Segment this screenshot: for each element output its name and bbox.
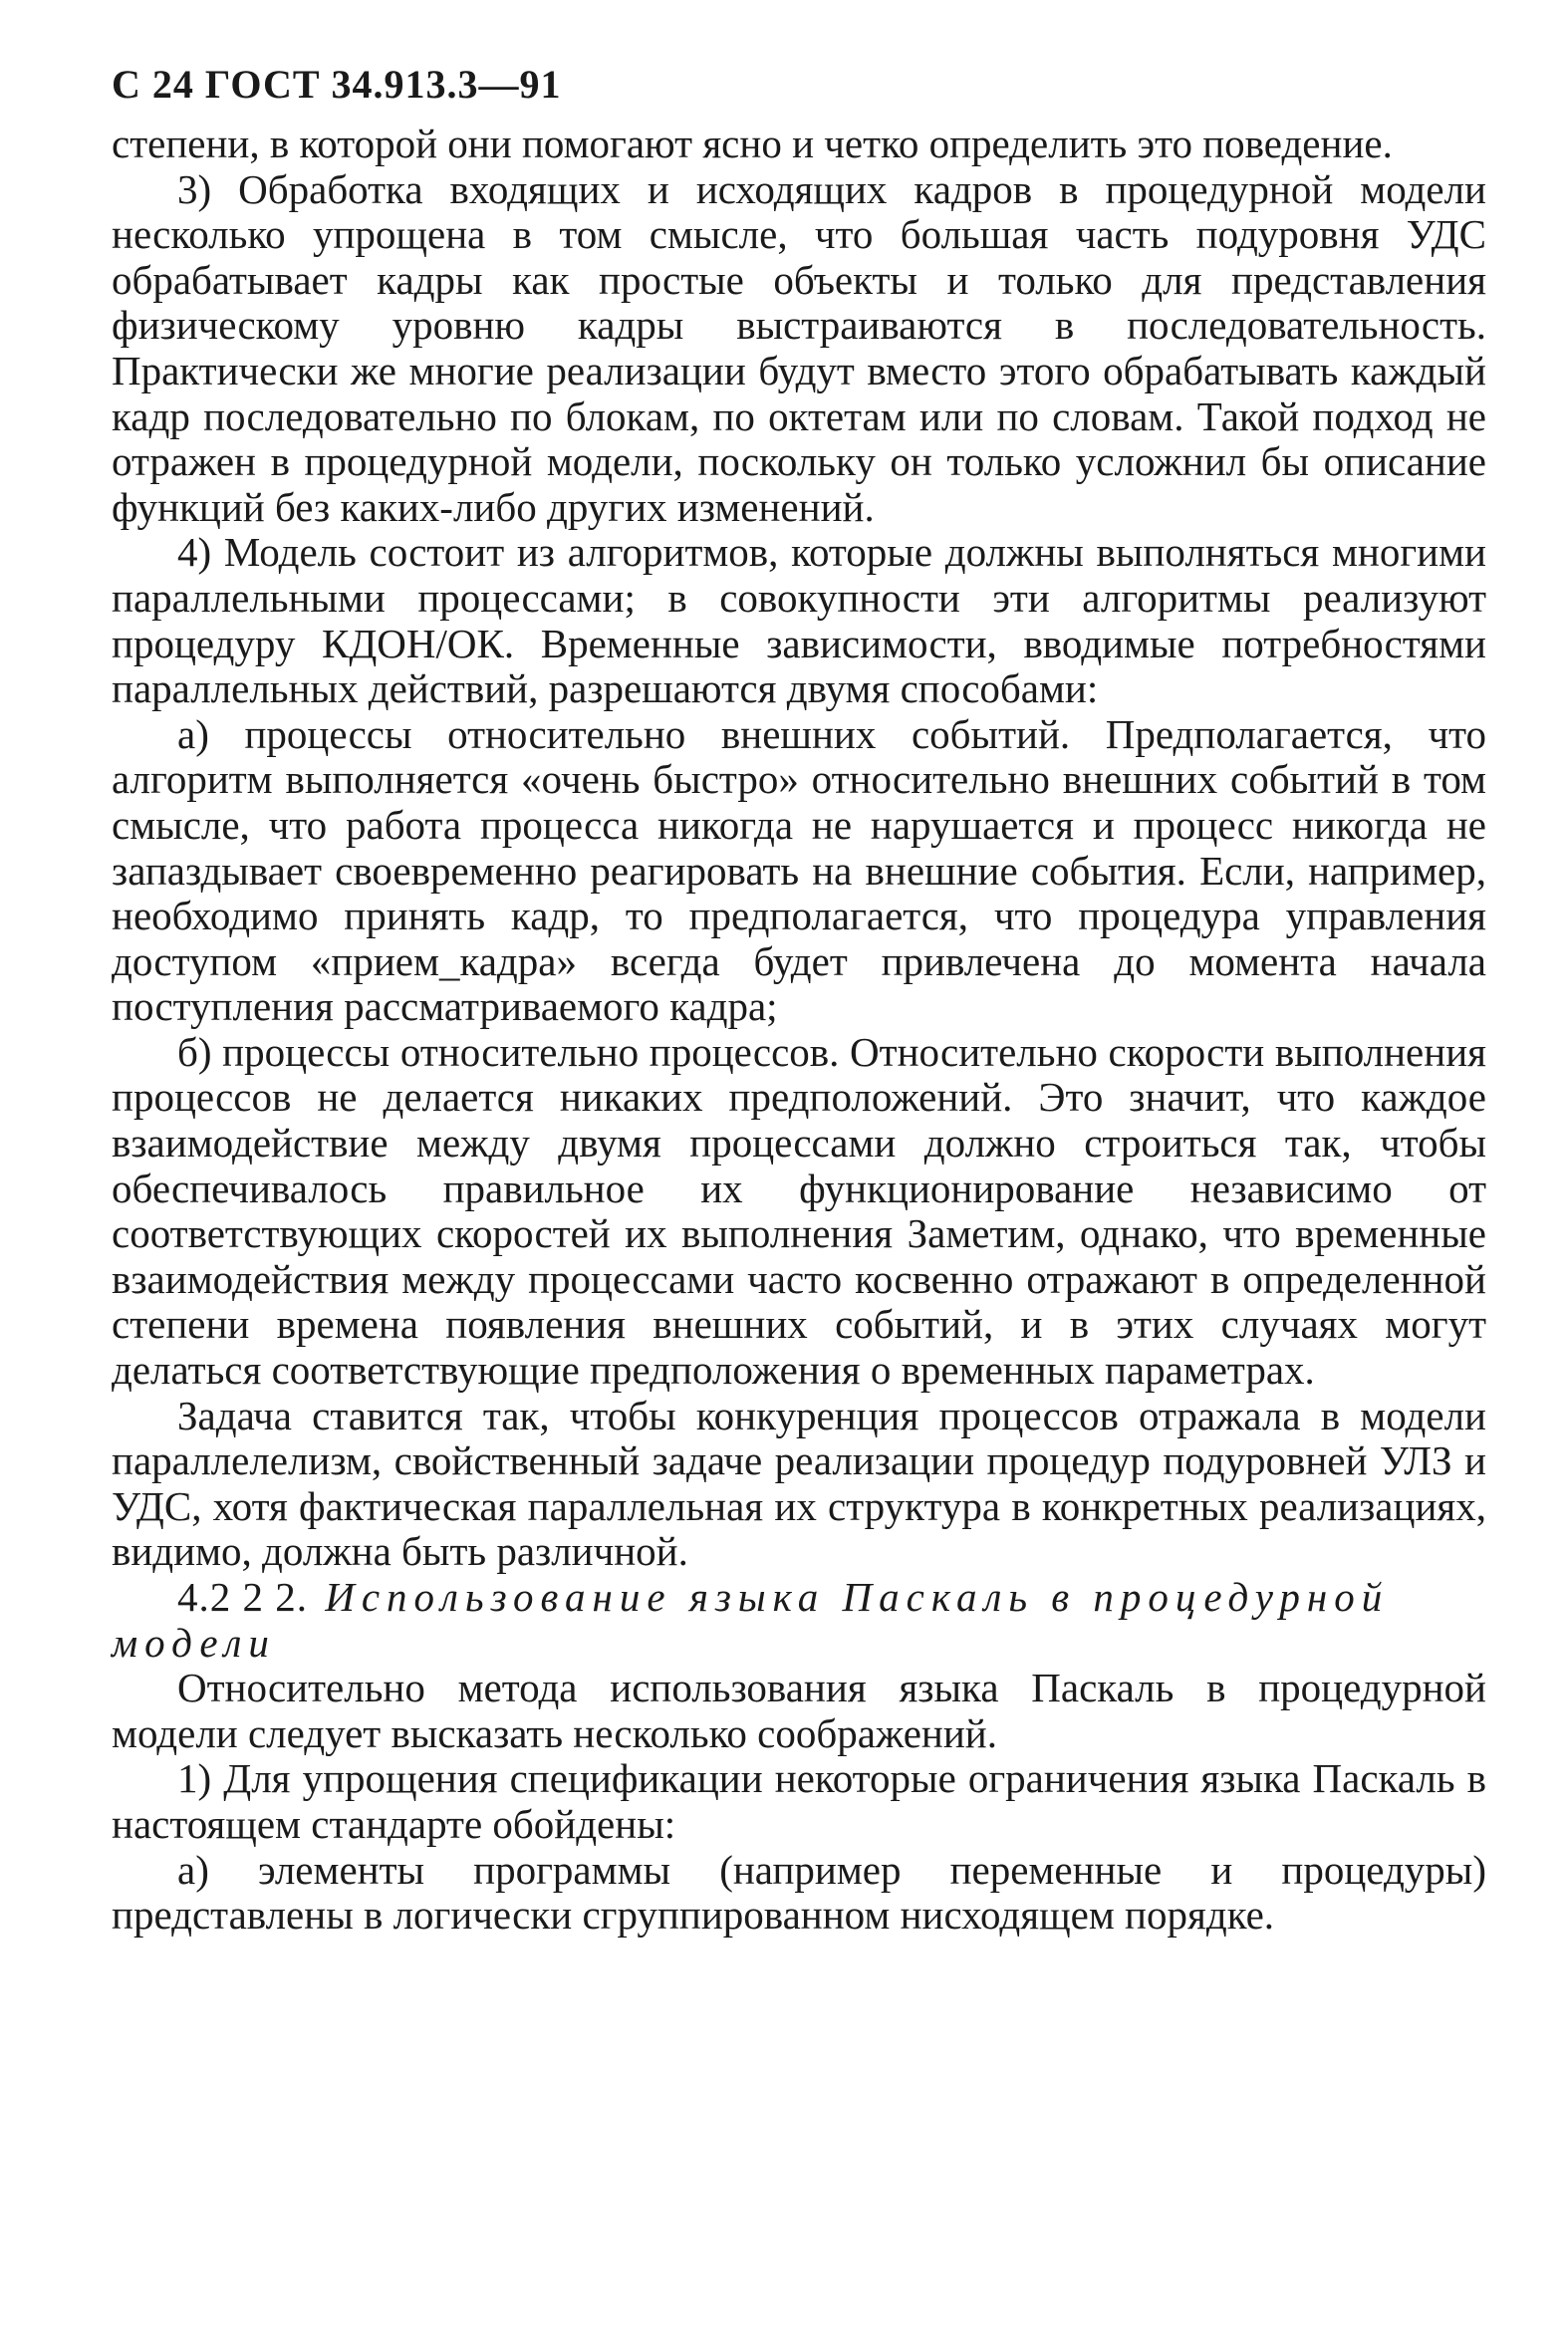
paragraph-task: Задача ставится так, чтобы конкуренция процессов отражала в модели параллелелизм, свойственный задаче реализации процедур подуровней УЛЗ и УДС, хотя фактическая параллельная их структура в конкретных реализациях, видимо, должна быть различной. <box>112 1392 1486 1575</box>
section-number: 4.2 2 2. <box>177 1574 308 1620</box>
paragraph-pascal-item-1: 1) Для упрощения спецификации некоторые ограничения языка Паскаль в настоящем стандарте обойдены: <box>112 1755 1486 1847</box>
paragraph-pascal-item-1a: а) элементы программы (например переменные и процедуры) представлены в логически сгруппированном нисходящем порядке. <box>112 1846 1486 1939</box>
page-header: С 24 ГОСТ 34.913.3—91 <box>112 62 562 107</box>
paragraph-item-4b: б) процессы относительно процессов. Относительно скорости выполнения процессов не делается никаких предположений. Это значит, что каждое взаимодействие между двумя процессами должно строиться так, чтобы обеспечивалось правильное их функционирование независимо от соответствующих скоростей их выполнения Заметим, однако, что временные взаимодействия между процессами часто косвенно отражают в определенной степени времена появления внешних событий, и в этих случаях могут делаться соответствующие предположения о временных параметрах. <box>112 1028 1486 1394</box>
section-heading <box>112 1575 1486 1666</box>
paragraph-continuation: степени, в которой они помогают ясно и четко определить это поведение. <box>112 121 1393 166</box>
paragraph-item-4: 4) Модель состоит из алгоритмов, которые должны выполняться многими параллельными процессами; в совокупности эти алгоритмы реализуют процедуру КДОН/ОК. Временные зависимости, вводимые потребностями параллельных действий, разрешаются двумя способами: <box>112 529 1486 712</box>
paragraph-item-4a: а) процессы относительно внешних событий. Предполагается, что алгоритм выполняется «очень быстро» относительно внешних событий в том смысле, что работа процесса никогда не нарушается и процесс никогда не запаздывает своевременно реагировать на внешние события. Если, например, необходимо принять кадр, то предполагается, что процедура управления доступом «прием_кадра» всегда будет привлечена до момента начала поступления рассматриваемого кадра; <box>112 710 1486 1030</box>
section-title: Использование языка Паскаль в процедурной модели <box>112 1574 1390 1666</box>
document-page <box>112 60 1486 1939</box>
paragraph-item-3: 3) Обработка входящих и исходящих кадров в процедурной модели несколько упрощена в том смысле, что большая часть подуровня УДС обрабатывает кадры как простые объекты и только для представления физическому уровню кадры выстраиваются в последовательность. Практически же многие реализации будут вместо этого обрабатывать каждый кадр последовательно по блокам, по октетам или по словам. Такой подход не отражен в процедурной модели, поскольку он только усложнил бы описание функций без каких-либо других изменений. <box>112 165 1486 530</box>
paragraph-pascal-intro: Относительно метода использования языка Паскаль в процедурной модели следует высказать несколько соображений. <box>112 1665 1486 1756</box>
